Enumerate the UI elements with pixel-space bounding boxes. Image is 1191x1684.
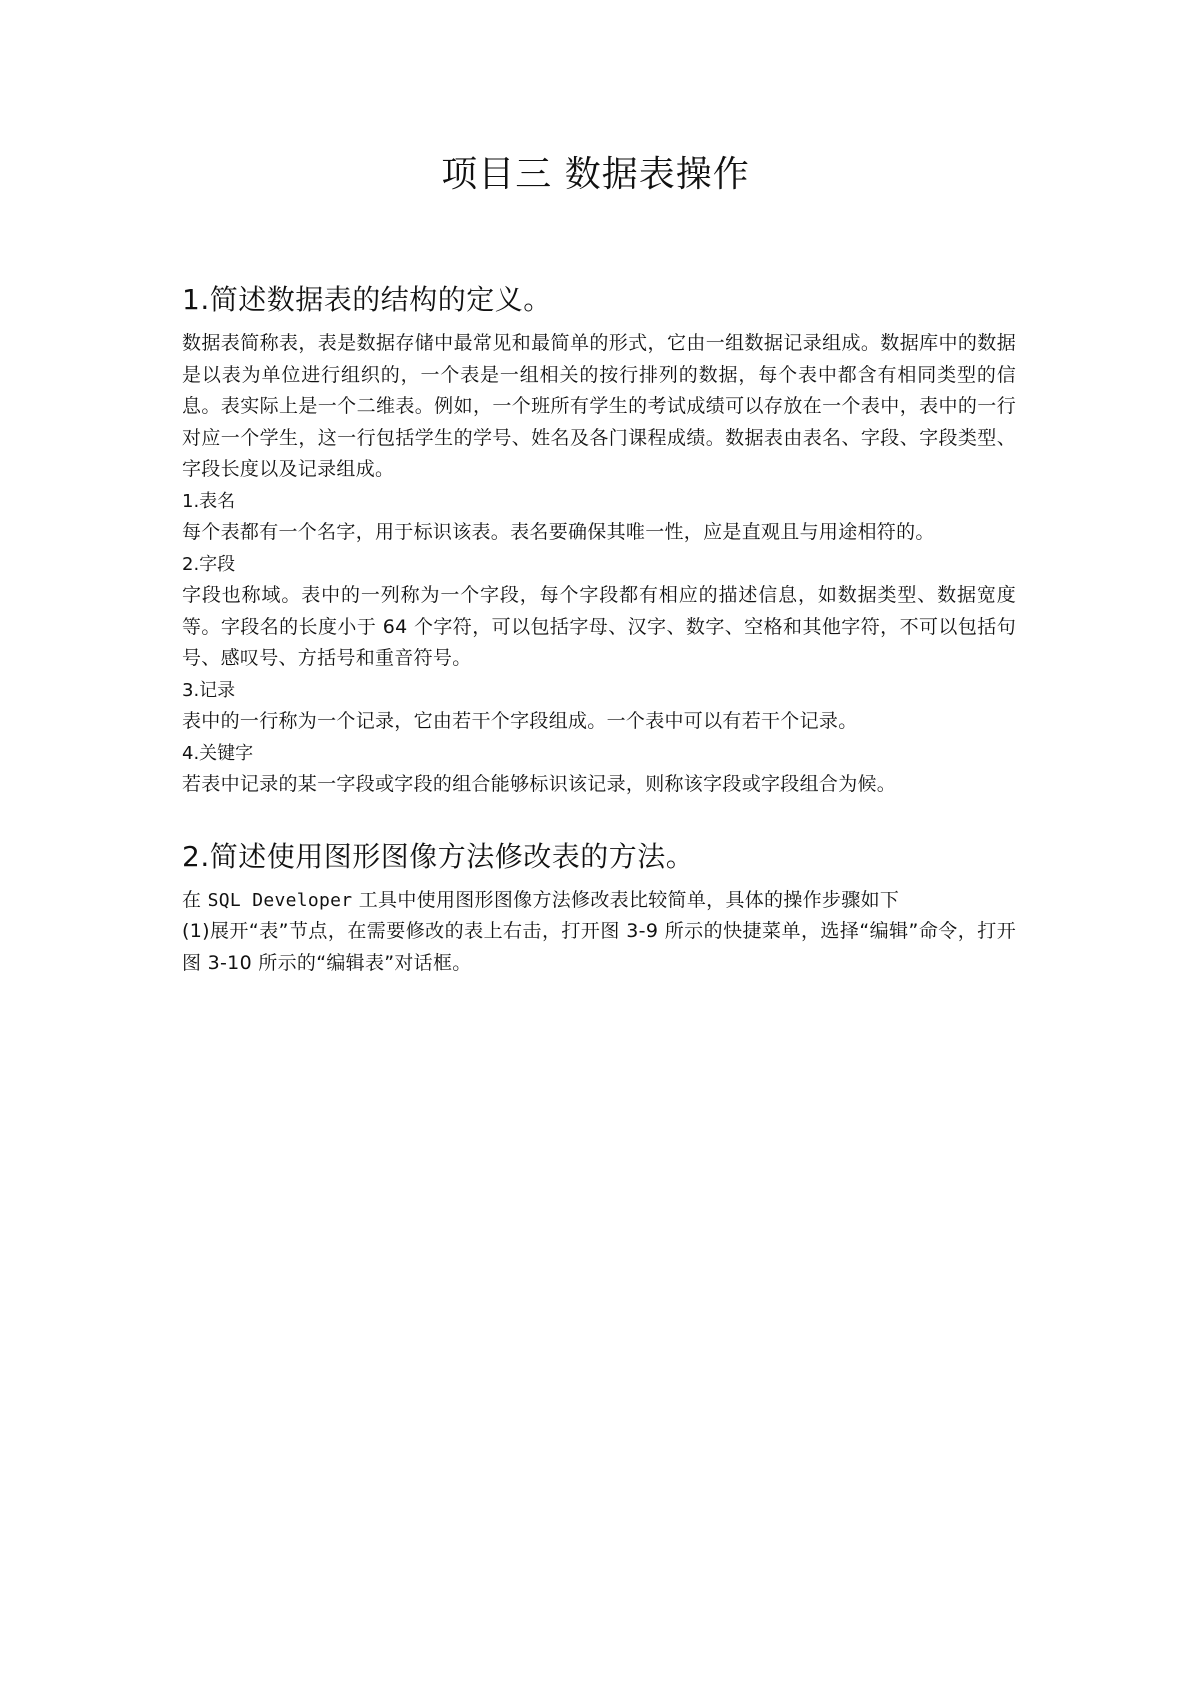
document-title: 项目三 数据表操作: [441, 154, 750, 195]
item-field-body: 字段也称域。表中的一列称为一个字段，每个字段都有相应的描述信息，如数据类型、数据宽度等。字段名的长度小于 64 个字符，可以包括字母、汉字、数字、空格和其他字符，不可以包括句号、感叹号、方括号和重音符号。: [182, 584, 1016, 669]
section-2-step-1: (1)展开“表”节点，在需要修改的表上右击，打开图 3-9 所示的快捷菜单，选择“编辑”命令，打开图 3-10 所示的“编辑表”对话框。: [182, 920, 1016, 974]
item-table-name-body: 每个表都有一个名字，用于标识该表。表名要确保其唯一性，应是直观且与用途相符的。: [182, 521, 935, 543]
section-1-intro: 数据表简称表，表是数据存储中最常见和最简单的形式，它由一组数据记录组成。数据库中的数据是以表为单位进行组织的，一个表是一组相关的按行排列的数据，每个表中都含有相同类型的信息。表实际上是一个二维表。例如，一个班所有学生的考试成绩可以存放在一个表中，表中的一行对应一个学生，这一行包括学生的学号、姓名及各门课程成绩。数据表由表名、字段、字段类型、字段长度以及记录组成。: [182, 332, 1016, 480]
item-record-body: 表中的一行称为一个记录，它由若干个字段组成。一个表中可以有若干个记录。: [182, 710, 858, 732]
section-2-line-1: [182, 885, 1016, 917]
section-modify-table: [182, 837, 1016, 980]
item-field-title: 2.字段: [182, 553, 236, 575]
section-1-heading: 1.简述数据表的结构的定义。: [182, 283, 552, 316]
tool-name: SQL Developer: [207, 889, 353, 911]
line-1-prefix: 在: [182, 888, 208, 911]
item-record-title: 3.记录: [182, 679, 236, 701]
line-1-suffix: 工具中使用图形图像方法修改表比较简单，具体的操作步骤如下: [352, 888, 900, 911]
section-2-heading: 2.简述使用图形图像方法修改表的方法。: [182, 839, 695, 873]
section-structure-definition: [182, 280, 1016, 801]
item-key-title: 4.关键字: [182, 742, 254, 764]
document-body: [182, 280, 1016, 979]
item-key-body: 若表中记录的某一字段或字段的组合能够标识该记录，则称该字段或字段组合为候。: [182, 773, 897, 795]
item-table-name-title: 1.表名: [182, 490, 236, 512]
